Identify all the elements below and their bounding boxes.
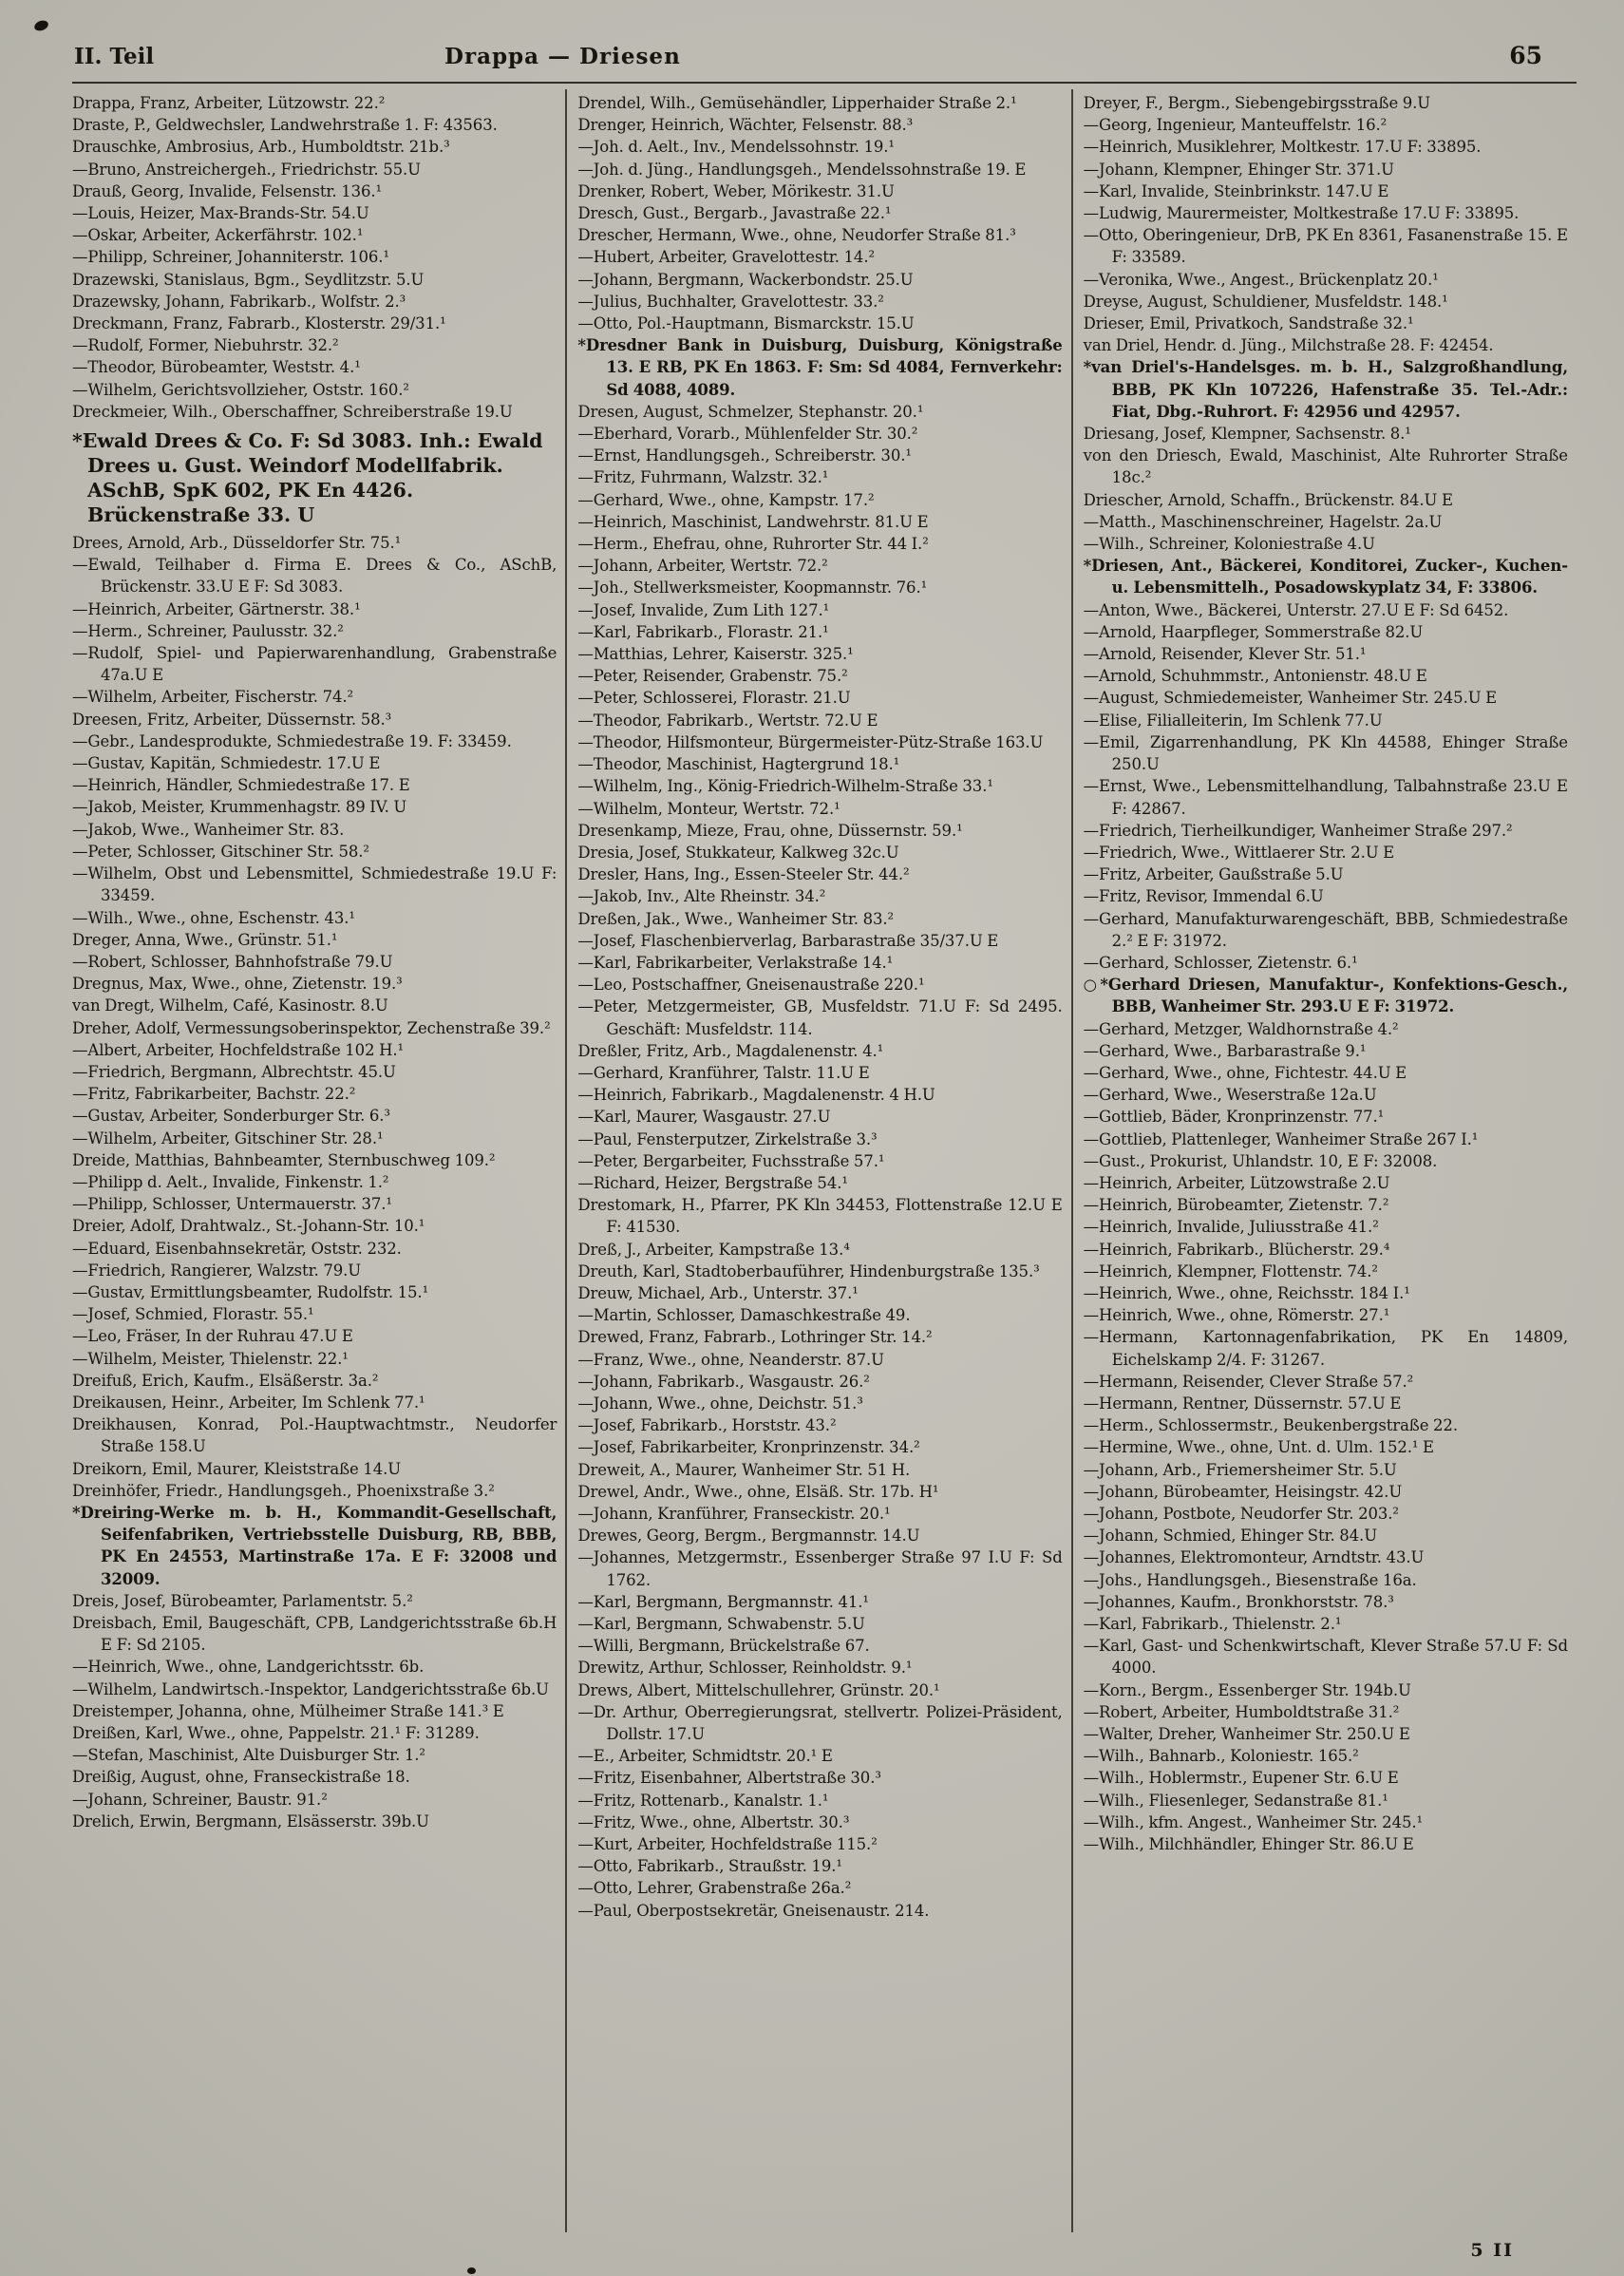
directory-entry: Dresch, Gust., Bergarb., Javastraße 22.¹ — [577, 204, 892, 223]
directory-entry: —Elise, Filialleiterin, Im Schlenk 77.U — [1083, 711, 1383, 730]
directory-entry: —Johannes, Metzgermstr., Essenberger Straße 97 I.U F: Sd 1762. — [577, 1548, 1063, 1589]
directory-entry: —Johann, Klempner, Ehinger Str. 371.U — [1083, 160, 1394, 179]
directory-entry: Drewel, Andr., Wwe., ohne, Elsäß. Str. 17b. H¹ — [577, 1482, 939, 1501]
directory-entry: —Heinrich, Invalide, Juliusstraße 41.² — [1083, 1218, 1379, 1237]
directory-entry: —Robert, Arbeiter, Humboldtstraße 31.² — [1083, 1702, 1400, 1721]
directory-entry: Drauschke, Ambrosius, Arb., Humboldtstr. 21b.³ — [72, 138, 450, 157]
directory-entry: —Louis, Heizer, Max-Brands-Str. 54.U — [72, 204, 369, 223]
directory-entry: —Paul, Oberpostsekretär, Gneisenaustr. 214. — [577, 1901, 930, 1920]
directory-entry: Drewitz, Arthur, Schlosser, Reinholdstr. 9.¹ — [577, 1659, 913, 1678]
directory-entry: —Emil, Zigarrenhandlung, PK Kln 44588, Ehinger Straße 250.U — [1083, 732, 1568, 774]
directory-entry: Drewed, Franz, Fabrarb., Lothringer Str. 14.² — [577, 1328, 933, 1347]
directory-entry: —Friedrich, Bergmann, Albrechtstr. 45.U — [72, 1062, 396, 1081]
directory-entry: Drendel, Wilh., Gemüsehändler, Lipperhaider Straße 2.¹ — [577, 94, 1017, 112]
directory-entry: —Philipp d. Aelt., Invalide, Finkenstr. 1.² — [72, 1172, 389, 1191]
directory-entry: —Gebr., Landesprodukte, Schmiedestraße 19. F: 33459. — [72, 731, 512, 750]
directory-entry: —Karl, Invalide, Steinbrinkstr. 147.U E — [1083, 181, 1389, 200]
directory-entry: Dreuth, Karl, Stadtoberbauführer, Hindenburgstraße 135.³ — [577, 1261, 1040, 1280]
directory-entry: —Gerhard, Wwe., Weserstraße 12a.U — [1083, 1086, 1377, 1105]
directory-entry: —Johann, Wwe., ohne, Deichstr. 51.³ — [577, 1394, 863, 1413]
directory-entry: —Wilh., Wwe., ohne, Eschenstr. 43.¹ — [72, 908, 355, 927]
directory-entry: —Robert, Schlosser, Bahnhofstraße 79.U — [72, 952, 393, 971]
directory-entry: Dreckmann, Franz, Fabrarb., Klosterstr. 29/31.¹ — [72, 314, 446, 333]
directory-entry: —Dr. Arthur, Oberregierungsrat, stellvertr. Polizei-Präsident, Dollstr. 17.U — [577, 1702, 1063, 1744]
directory-entry: —Richard, Heizer, Bergstraße 54.¹ — [577, 1173, 848, 1192]
directory-entry: —Willi, Bergmann, Brückelstraße 67. — [577, 1637, 870, 1656]
directory-entry: Drazewsky, Johann, Fabrikarb., Wolfstr. 2.³ — [72, 292, 406, 311]
directory-entry: —Friedrich, Tierheilkundiger, Wanheimer Straße 297.² — [1083, 821, 1513, 840]
directory-entry: —Rudolf, Spiel- und Papierwarenhandlung, Grabenstraße 47a.U E — [72, 644, 557, 685]
directory-entry: —Karl, Fabrikarb., Thielenstr. 2.¹ — [1083, 1615, 1342, 1634]
directory-entry: Drenger, Heinrich, Wächter, Felsenstr. 88.³ — [577, 116, 914, 135]
directory-entry: —Gerhard, Wwe., ohne, Kampstr. 17.² — [577, 490, 875, 509]
directory-entry: Dreis, Josef, Bürobeamter, Parlamentstr. 5.² — [72, 1591, 413, 1610]
directory-entry: Drenker, Robert, Weber, Mörikestr. 31.U — [577, 181, 895, 200]
column-1 — [72, 89, 565, 2232]
directory-entry: —Wilh., kfm. Angest., Wanheimer Str. 245.¹ — [1083, 1812, 1424, 1831]
directory-entry: —Hermann, Reisender, Clever Straße 57.² — [1083, 1372, 1414, 1391]
directory-entry: —Gustav, Kapitän, Schmiedestr. 17.U E — [72, 754, 381, 773]
directory-entry: Dreesen, Fritz, Arbeiter, Düssernstr. 58.³ — [72, 710, 392, 729]
directory-entry: —Johann, Arbeiter, Wertstr. 72.² — [577, 557, 828, 576]
directory-entry: —Arnold, Schuhmmstr., Antonienstr. 48.U E — [1083, 667, 1427, 686]
directory-entry: —Karl, Fabrikarb., Florastr. 21.¹ — [577, 622, 829, 641]
directory-entry: —Fritz, Fabrikarbeiter, Bachstr. 22.² — [72, 1085, 356, 1104]
directory-entry: Dreuw, Michael, Arb., Unterstr. 37.¹ — [577, 1283, 859, 1302]
directory-entry: Dreide, Matthias, Bahnbeamter, Sternbuschweg 109.² — [72, 1150, 496, 1169]
directory-entry: —Friedrich, Wwe., Wittlaerer Str. 2.U E — [1083, 843, 1395, 862]
directory-entry: —August, Schmiedemeister, Wanheimer Str. 245.U E — [1083, 689, 1498, 708]
directory-entry: —Johann, Bergmann, Wackerbondstr. 25.U — [577, 270, 914, 289]
directory-entry: Dregnus, Max, Wwe., ohne, Zietenstr. 19.³ — [72, 975, 403, 994]
directory-entry: —Matthias, Lehrer, Kaiserstr. 325.¹ — [577, 645, 854, 664]
directory-entry: Drieser, Emil, Privatkoch, Sandstraße 32.¹ — [1083, 314, 1414, 333]
directory-entry: —Josef, Flaschenbierverlag, Barbarastraße 35/37.U E — [577, 931, 999, 950]
directory-entry: —Heinrich, Fabrikarb., Blücherstr. 29.⁴ — [1083, 1240, 1390, 1259]
directory-entry: —Karl, Gast- und Schenkwirtschaft, Klever Straße 57.U F: Sd 4000. — [1083, 1637, 1568, 1678]
directory-entry: Dreßler, Fritz, Arb., Magdalenenstr. 4.¹ — [577, 1041, 884, 1060]
directory-entry: —Joh. d. Jüng., Handlungsgeh., Mendelssohnstraße 19. E — [577, 160, 1027, 179]
directory-entry: —Fritz, Wwe., ohne, Albertstr. 30.³ — [577, 1812, 850, 1831]
directory-entry: Dreißig, August, ohne, Franseckistraße 18. — [72, 1768, 410, 1787]
directory-entry: —Herm., Schreiner, Paulusstr. 32.² — [72, 621, 344, 640]
directory-entry: Dreifuß, Erich, Kaufm., Elsäßerstr. 3a.² — [72, 1371, 379, 1390]
directory-entry: van Driel, Hendr. d. Jüng., Milchstraße 28. F: 42454. — [1083, 336, 1494, 355]
directory-entry: —Joh., Stellwerksmeister, Koopmannstr. 76.¹ — [577, 578, 928, 597]
directory-entry: *Dresdner Bank in Duisburg, Duisburg, Königstraße 13. E RB, PK En 1863. F: Sm: Sd 4084, Fernverkehr: Sd 4088, 4089. — [577, 336, 1063, 399]
directory-entry: Dreweit, A., Maurer, Wanheimer Str. 51 H. — [577, 1460, 911, 1479]
directory-entry: —Karl, Fabrikarbeiter, Verlakstraße 14.¹ — [577, 953, 894, 972]
directory-entry: Dreisbach, Emil, Baugeschäft, CPB, Landgerichtsstraße 6b.H E F: Sd 2105. — [72, 1614, 557, 1655]
directory-entry: —Hermann, Kartonnagenfabrikation, PK En 14809, Eichelskamp 2/4. F: 31267. — [1083, 1328, 1568, 1369]
directory-entry: —Joh. d. Aelt., Inv., Mendelssohnstr. 19.¹ — [577, 138, 895, 157]
directory-entry: Drauß, Georg, Invalide, Felsenstr. 136.¹ — [72, 181, 383, 200]
directory-entry: Drappa, Franz, Arbeiter, Lützowstr. 22.² — [72, 94, 386, 112]
directory-entry: —Jakob, Inv., Alte Rheinstr. 34.² — [577, 887, 826, 906]
directory-entry: —Heinrich, Arbeiter, Lützowstraße 2.U — [1083, 1173, 1390, 1192]
column-2 — [565, 89, 1070, 2232]
directory-entry: Drelich, Erwin, Bergmann, Elsässerstr. 39b.U — [72, 1811, 429, 1830]
directory-entry: —Jakob, Meister, Krummenhagstr. 89 IV. U — [72, 798, 407, 817]
ink-speck — [33, 19, 50, 33]
directory-entry: —Johann, Arb., Friemersheimer Str. 5.U — [1083, 1460, 1397, 1479]
directory-entry: —Herm., Ehefrau, ohne, Ruhrorter Str. 44 I.² — [577, 535, 929, 554]
directory-entry: —Wilhelm, Landwirtsch.-Inspektor, Landgerichtsstraße 6b.U — [72, 1679, 549, 1698]
directory-entry: —Rudolf, Former, Niebuhrstr. 32.² — [72, 336, 339, 355]
directory-entry: —Johann, Schmied, Ehinger Str. 84.U — [1083, 1527, 1378, 1546]
directory-entry: —Ernst, Wwe., Lebensmittelhandlung, Talbahnstraße 23.U E F: 42867. — [1083, 777, 1568, 818]
directory-entry: —Gerhard, Kranführer, Talstr. 11.U E — [577, 1063, 870, 1082]
directory-entry: —Wilh., Milchhändler, Ehinger Str. 86.U E — [1083, 1835, 1414, 1854]
directory-entry: —Wilh., Hoblermstr., Eupener Str. 6.U E — [1083, 1769, 1399, 1788]
directory-entry: —Eduard, Eisenbahnsekretär, Oststr. 232. — [72, 1239, 402, 1258]
directory-entry: —Bruno, Anstreichergeh., Friedrichstr. 55.U — [72, 160, 421, 179]
directory-entry: —Fritz, Rottenarb., Kanalstr. 1.¹ — [577, 1791, 829, 1810]
directory-entry: Drews, Albert, Mittelschullehrer, Grünstr. 20.¹ — [577, 1680, 940, 1699]
directory-entry: —Ewald, Teilhaber d. Firma E. Drees & Co., ASchB, Brückenstr. 33.U E F: Sd 3083. — [72, 556, 557, 597]
directory-entry: —Korn., Bergm., Essenberger Str. 194b.U — [1083, 1680, 1411, 1699]
directory-entry: —Johannes, Kaufm., Bronkhorststr. 78.³ — [1083, 1592, 1394, 1611]
directory-entry: —E., Arbeiter, Schmidtstr. 20.¹ E — [577, 1747, 833, 1766]
directory-entry: —Eberhard, Vorarb., Mühlenfelder Str. 30.² — [577, 425, 918, 444]
directory-entry: ○*Gerhard Driesen, Manufaktur-, Konfektions-Gesch., BBB, Wanheimer Str. 293.U E F: 31972. — [1083, 976, 1568, 1016]
directory-entry: —Theodor, Bürobeamter, Weststr. 4.¹ — [72, 358, 361, 377]
directory-entry: Dreinhöfer, Friedr., Handlungsgeh., Phoenixstraße 3.² — [72, 1481, 495, 1500]
directory-entry: —Peter, Metzgermeister, GB, Musfeldstr. 71.U F: Sd 2495. Geschäft: Musfeldstr. 114. — [577, 997, 1063, 1038]
directory-entry: Dreikorn, Emil, Maurer, Kleiststraße 14.U — [72, 1459, 402, 1478]
directory-entry: —Ludwig, Maurermeister, Moltkestraße 17.U F: 33895. — [1083, 204, 1520, 223]
directory-entry: —Johs., Handlungsgeh., Biesenstraße 16a. — [1083, 1570, 1417, 1589]
directory-entry: —Theodor, Hilfsmonteur, Bürgermeister-Pütz-Straße 163.U — [577, 732, 1044, 751]
directory-entry: *Dreiring-Werke m. b. H., Kommandit-Gesellschaft, Seifenfabriken, Vertriebsstelle Duisburg, RB, BBB, PK En 24553, Martinstraße 17a. E F: 32008 und 32009. — [72, 1503, 557, 1588]
directory-entry: —Josef, Schmied, Florastr. 55.¹ — [72, 1305, 314, 1324]
directory-entry: —Fritz, Arbeiter, Gaußstraße 5.U — [1083, 865, 1344, 884]
directory-entry: —Fritz, Eisenbahner, Albertstraße 30.³ — [577, 1769, 881, 1788]
directory-entry: —Peter, Bergarbeiter, Fuchsstraße 57.¹ — [577, 1151, 885, 1170]
directory-entry: —Karl, Maurer, Wasgaustr. 27.U — [577, 1108, 831, 1127]
ink-speck — [467, 2267, 476, 2274]
directory-entry: —Peter, Schlosser, Gitschiner Str. 58.² — [72, 842, 369, 861]
directory-entry: —Hubert, Arbeiter, Gravelottestr. 14.² — [577, 248, 875, 267]
header-rule — [72, 82, 1577, 84]
directory-entry: —Gerhard, Metzger, Waldhornstraße 4.² — [1083, 1019, 1399, 1038]
directory-entry: —Georg, Ingenieur, Manteuffelstr. 16.² — [1083, 116, 1388, 135]
directory-entry: Dreyse, August, Schuldiener, Musfeldstr. 148.¹ — [1083, 292, 1448, 311]
directory-entry: —Johann, Schreiner, Baustr. 91.² — [72, 1790, 328, 1809]
directory-entry: —Wilhelm, Ing., König-Friedrich-Wilhelm-Straße 33.¹ — [577, 777, 993, 796]
directory-entry: —Wilhelm, Arbeiter, Gitschiner Str. 28.¹ — [72, 1129, 384, 1147]
directory-entry: Drewes, Georg, Bergm., Bergmannstr. 14.U — [577, 1527, 920, 1546]
directory-entry: Dreher, Adolf, Vermessungsoberinspektor, Zechenstraße 39.² — [72, 1018, 551, 1037]
directory-entry: —Oskar, Arbeiter, Ackerfährstr. 102.¹ — [72, 226, 364, 245]
directory-entry: —Wilh., Schreiner, Koloniestraße 4.U — [1083, 535, 1375, 554]
directory-entry: —Philipp, Schlosser, Untermauerstr. 37.¹ — [72, 1195, 392, 1214]
directory-entry: Dreistemper, Johanna, ohne, Mülheimer Straße 141.³ E — [72, 1701, 504, 1720]
directory-entry: van Dregt, Wilhelm, Café, Kasinostr. 8.U — [72, 996, 388, 1015]
directory-entry: —Johann, Fabrikarb., Wasgaustr. 26.² — [577, 1372, 870, 1391]
directory-entry: —Albert, Arbeiter, Hochfeldstraße 102 H.¹ — [72, 1040, 405, 1059]
directory-entry: —Arnold, Haarpfleger, Sommerstraße 82.U — [1083, 622, 1424, 641]
directory-entry: —Heinrich, Wwe., ohne, Landgerichtsstr. 6b. — [72, 1658, 425, 1677]
directory-entry: —Stefan, Maschinist, Alte Duisburger Str. 1.² — [72, 1746, 425, 1765]
directory-entry: von den Driesch, Ewald, Maschinist, Alte Ruhrorter Straße 18c.² — [1083, 446, 1568, 487]
directory-entry: —Wilhelm, Meister, Thielenstr. 22.¹ — [72, 1349, 349, 1368]
directory-entry: —Ernst, Handlungsgeh., Schreiberstr. 30.¹ — [577, 446, 912, 465]
directory-entry: Dresia, Josef, Stukkateur, Kalkweg 32c.U — [577, 843, 899, 862]
printer-signature: 5 II — [1470, 2240, 1514, 2261]
page-number: 65 — [1509, 42, 1542, 69]
directory-entry: —Veronika, Wwe., Angest., Brückenplatz 20.¹ — [1083, 270, 1439, 289]
directory-entry: Drees, Arnold, Arb., Düsseldorfer Str. 75.¹ — [72, 534, 402, 553]
directory-entry: *Driesen, Ant., Bäckerei, Konditorei, Zucker-, Kuchen- u. Lebensmittelh., Posadowskyplatz 34, F: 33806. — [1083, 557, 1568, 597]
directory-entry: —Fritz, Fuhrmann, Walzstr. 32.¹ — [577, 468, 829, 487]
directory-entry: —Walter, Dreher, Wanheimer Str. 250.U E — [1083, 1725, 1410, 1744]
directory-entry: —Gustav, Ermittlungsbeamter, Rudolfstr. 15.¹ — [72, 1282, 429, 1301]
directory-entry: —Gottlieb, Bäder, Kronprinzenstr. 77.¹ — [1083, 1108, 1385, 1127]
directory-entry: Dreßen, Jak., Wwe., Wanheimer Str. 83.² — [577, 909, 895, 928]
directory-entry: —Arnold, Reisender, Klever Str. 51.¹ — [1083, 645, 1367, 664]
directory-entry: —Anton, Wwe., Bäckerei, Unterstr. 27.U E F: Sd 6452. — [1083, 600, 1509, 619]
directory-entry: —Gerhard, Schlosser, Zietenstr. 6.¹ — [1083, 953, 1358, 972]
directory-entry: —Wilhelm, Obst und Lebensmittel, Schmiedestraße 19.U F: 33459. — [72, 864, 557, 905]
directory-entry: —Heinrich, Musiklehrer, Moltkestr. 17.U F: 33895. — [1083, 138, 1482, 157]
directory-entry: —Gust., Prokurist, Uhlandstr. 10, E F: 32008. — [1083, 1151, 1438, 1170]
directory-entry: —Gerhard, Wwe., ohne, Fichtestr. 44.U E — [1083, 1063, 1407, 1082]
directory-entry: —Peter, Schlosserei, Florastr. 21.U — [577, 689, 851, 708]
directory-entry: —Otto, Oberingenieur, DrB, PK En 8361, Fasanenstraße 15. E F: 33589. — [1083, 226, 1568, 267]
directory-entry: —Karl, Bergmann, Bergmannstr. 41.¹ — [577, 1592, 869, 1611]
directory-entry: —Otto, Pol.-Hauptmann, Bismarckstr. 15.U — [577, 314, 915, 333]
directory-entry: —Herm., Schlossermstr., Beukenbergstraße 22. — [1083, 1416, 1458, 1435]
directory-entry: —Heinrich, Maschinist, Landwehrstr. 81.U E — [577, 512, 929, 531]
page-header — [74, 44, 1577, 78]
directory-entry: —Friedrich, Rangierer, Walzstr. 79.U — [72, 1261, 362, 1280]
directory-entry: —Johann, Bürobeamter, Heisingstr. 42.U — [1083, 1482, 1403, 1501]
directory-entry: —Hermann, Rentner, Düssernstr. 57.U E — [1083, 1394, 1402, 1413]
column-3 — [1071, 89, 1577, 2232]
directory-entry: Dresenkamp, Mieze, Frau, ohne, Düssernstr. 59.¹ — [577, 821, 963, 840]
directory-entry: Driescher, Arnold, Schaffn., Brückenstr. 84.U E — [1083, 490, 1453, 509]
directory-entry: —Leo, Postschaffner, Gneisenaustraße 220.¹ — [577, 976, 925, 995]
directory-entry: —Johannes, Elektromonteur, Arndtstr. 43.U — [1083, 1548, 1425, 1567]
directory-entry: Dreger, Anna, Wwe., Grünstr. 51.¹ — [72, 930, 338, 949]
directory-entry: —Peter, Reisender, Grabenstr. 75.² — [577, 667, 848, 686]
directory-entry: —Heinrich, Bürobeamter, Zietenstr. 7.² — [1083, 1196, 1389, 1215]
directory-entry: —Heinrich, Klempner, Flottenstr. 74.² — [1083, 1261, 1378, 1280]
guide-words: Drappa — Driesen — [444, 44, 681, 69]
directory-entry: Driesang, Josef, Klempner, Sachsenstr. 8.¹ — [1083, 425, 1411, 444]
directory-entry: —Wilhelm, Arbeiter, Fischerstr. 74.² — [72, 688, 354, 707]
directory-entry: Dreikausen, Heinr., Arbeiter, Im Schlenk 77.¹ — [72, 1393, 425, 1412]
directory-entry: —Theodor, Fabrikarb., Wertstr. 72.U E — [577, 711, 878, 730]
directory-entry: Dreckmeier, Wilh., Oberschaffner, Schreiberstraße 19.U — [72, 402, 513, 421]
directory-entry: —Heinrich, Wwe., ohne, Römerstr. 27.¹ — [1083, 1306, 1390, 1325]
directory-entry: —Heinrich, Arbeiter, Gärtnerstr. 38.¹ — [72, 599, 361, 618]
part-label: II. Teil — [74, 44, 155, 69]
directory-entry: —Johann, Postbote, Neudorfer Str. 203.² — [1083, 1505, 1399, 1523]
directory-entry: —Heinrich, Händler, Schmiedestraße 17. E — [72, 776, 410, 795]
directory-entry: —Gottlieb, Plattenleger, Wanheimer Straße 267 I.¹ — [1083, 1129, 1479, 1148]
directory-entry: —Gustav, Arbeiter, Sonderburger Str. 6.³ — [72, 1107, 390, 1126]
directory-entry: Dreier, Adolf, Drahtwalz., St.-Johann-Str. 10.¹ — [72, 1217, 425, 1236]
directory-entry: —Wilh., Bahnarb., Koloniestr. 165.² — [1083, 1747, 1359, 1766]
directory-entry: —Josef, Fabrikarb., Horststr. 43.² — [577, 1416, 837, 1435]
directory-entry: Draste, P., Geldwechsler, Landwehrstraße 1. F: 43563. — [72, 116, 498, 135]
directory-entry: Drazewski, Stanislaus, Bgm., Seydlitzstr. 5.U — [72, 270, 425, 289]
directory-entry: —Jakob, Wwe., Wanheimer Str. 83. — [72, 820, 345, 839]
directory-entry: Drescher, Hermann, Wwe., ohne, Neudorfer Straße 81.³ — [577, 226, 1016, 245]
directory-entry: Drestomark, H., Pfarrer, PK Kln 34453, Flottenstraße 12.U E F: 41530. — [577, 1196, 1063, 1237]
directory-entry: Dreikhausen, Konrad, Pol.-Hauptwachtmstr., Neudorfer Straße 158.U — [72, 1415, 557, 1456]
directory-entry: *Ewald Drees & Co. F: Sd 3083. Inh.: Ewald Drees u. Gust. Weindorf Modellfabrik. ASchB, SpK 602, PK En 4426. Brückenstraße 33. U — [72, 429, 543, 527]
directory-entry: —Wilhelm, Gerichtsvollzieher, Oststr. 160.² — [72, 380, 409, 399]
directory-entry: —Gerhard, Manufakturwarengeschäft, BBB, Schmiedestraße 2.² E F: 31972. — [1083, 909, 1568, 950]
directory-entry: —Josef, Fabrikarbeiter, Kronprinzenstr. 34.² — [577, 1438, 920, 1457]
directory-entry: —Heinrich, Fabrikarb., Magdalenenstr. 4 H.U — [577, 1086, 935, 1105]
directory-entry: —Theodor, Maschinist, Hagtergrund 18.¹ — [577, 755, 900, 774]
directory-entry: Dresen, August, Schmelzer, Stephanstr. 20.¹ — [577, 402, 924, 421]
directory-entry: —Martin, Schlosser, Damaschkestraße 49. — [577, 1306, 911, 1325]
directory-entry: Dreß, J., Arbeiter, Kampstraße 13.⁴ — [577, 1240, 850, 1259]
directory-entry: —Karl, Bergmann, Schwabenstr. 5.U — [577, 1615, 865, 1634]
directory-entry: —Leo, Fräser, In der Ruhrau 47.U E — [72, 1327, 353, 1346]
directory-entry: —Wilhelm, Monteur, Wertstr. 72.¹ — [577, 799, 840, 818]
directory-entry: —Julius, Buchhalter, Gravelottestr. 33.² — [577, 292, 884, 311]
directory-entry: Dreißen, Karl, Wwe., ohne, Pappelstr. 21.¹ F: 31289. — [72, 1724, 480, 1743]
directory-entry: —Hermine, Wwe., ohne, Unt. d. Ulm. 152.¹ E — [1083, 1438, 1434, 1457]
directory-entry: —Otto, Lehrer, Grabenstraße 26a.² — [577, 1879, 852, 1898]
directory-entry: —Heinrich, Wwe., ohne, Reichsstr. 184 I.¹ — [1083, 1283, 1410, 1302]
directory-entry: —Otto, Fabrikarb., Straußstr. 19.¹ — [577, 1857, 842, 1876]
directory-entry: —Gerhard, Wwe., Barbarastraße 9.¹ — [1083, 1041, 1367, 1060]
directory-entry: Dresler, Hans, Ing., Essen-Steeler Str. 44.² — [577, 865, 910, 884]
directory-entry: —Kurt, Arbeiter, Hochfeldstraße 115.² — [577, 1835, 878, 1854]
directory-columns — [72, 89, 1577, 2232]
directory-entry: —Philipp, Schreiner, Johanniterstr. 106.¹ — [72, 248, 389, 267]
directory-entry: *van Driel's-Handelsges. m. b. H., Salzgroßhandlung, BBB, PK Kln 107226, Hafenstraße 35. Tel.-Adr.: Fiat, Dbg.-Ruhrort. F: 42956 und 42957. — [1083, 358, 1568, 421]
directory-entry: —Franz, Wwe., ohne, Neanderstr. 87.U — [577, 1350, 884, 1369]
directory-entry: —Paul, Fensterputzer, Zirkelstraße 3.³ — [577, 1129, 878, 1148]
directory-entry: —Johann, Kranführer, Franseckistr. 20.¹ — [577, 1505, 891, 1523]
directory-entry: —Fritz, Revisor, Immendal 6.U — [1083, 887, 1324, 906]
directory-entry: —Josef, Invalide, Zum Lith 127.¹ — [577, 600, 830, 619]
directory-entry: —Wilh., Fliesenleger, Sedanstraße 81.¹ — [1083, 1791, 1388, 1810]
directory-entry: —Matth., Maschinenschreiner, Hagelstr. 2a.U — [1083, 512, 1443, 531]
directory-entry: Dreyer, F., Bergm., Siebengebirgsstraße 9.U — [1083, 94, 1431, 112]
